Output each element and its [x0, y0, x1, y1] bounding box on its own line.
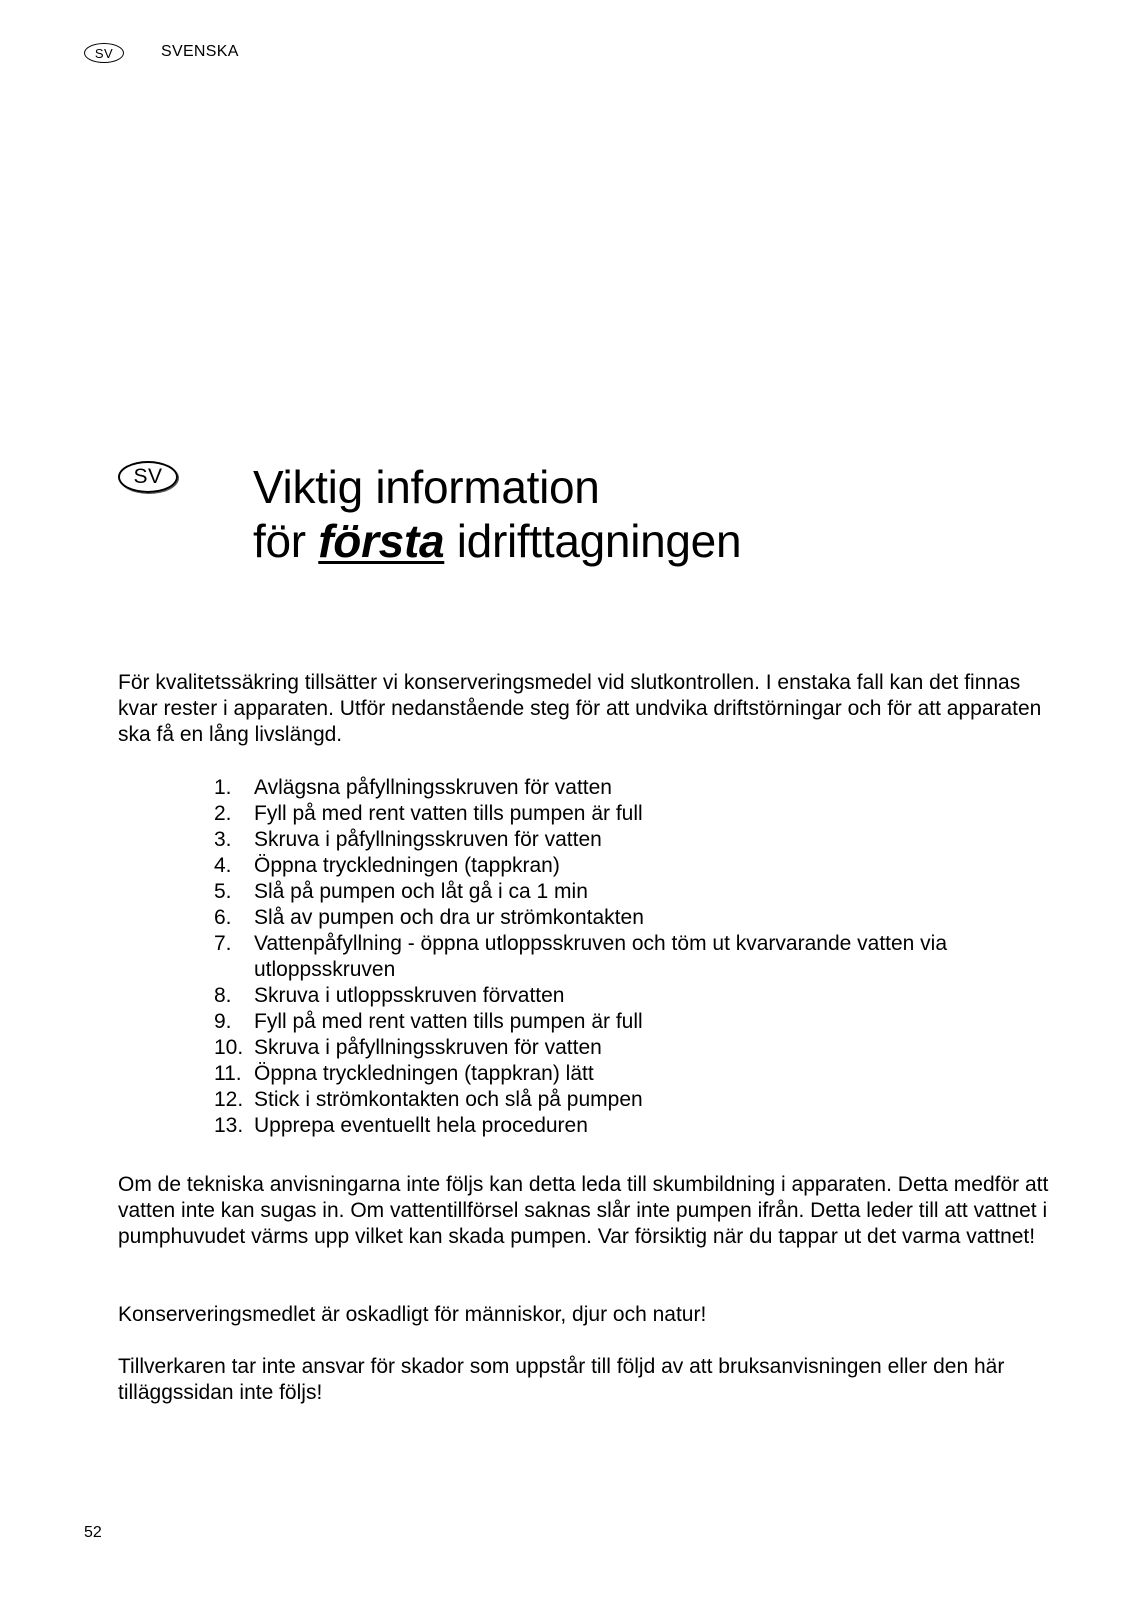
step-number: 5. — [214, 880, 232, 903]
list-item — [214, 1113, 1034, 1139]
step-number: 2. — [214, 802, 232, 825]
title-line-2-after: idrifttagningen — [444, 515, 742, 567]
step-number: 6. — [214, 906, 232, 929]
list-item — [214, 879, 1034, 905]
list-item — [214, 853, 1034, 879]
step-number: 4. — [214, 854, 232, 877]
title-emphasis: första — [318, 515, 445, 567]
step-number: 7. — [214, 932, 232, 955]
step-number: 10. — [214, 1036, 244, 1059]
step-text: Vattenpåfyllning - öppna utloppsskruven och töm ut kvarvarande vatten via utloppsskruven — [254, 932, 948, 981]
list-item — [214, 1087, 1034, 1113]
step-number: 13. — [214, 1114, 244, 1137]
step-number: 8. — [214, 984, 232, 1007]
harmless-note: Konserveringsmedlet är oskadligt för människor, djur och natur! — [118, 1303, 707, 1326]
intro-paragraph: För kvalitetssäkring tillsätter vi konserveringsmedel vid slutkontrollen. I enstaka fall kan det finnas kvar rester i apparaten. Utför nedanstående steg för att undvika driftstörningar och för att apparaten ska få en lång livslängd. — [118, 671, 1042, 746]
list-item — [214, 1035, 1034, 1061]
step-number: 12. — [214, 1088, 244, 1111]
header-language-label: SVENSKA — [161, 43, 239, 60]
disclaimer-paragraph: Tillverkaren tar inte ansvar för skador som uppstår till följd av att bruksanvisningen eller den här tilläggssidan inte följs! — [118, 1355, 1005, 1404]
step-text: Stick i strömkontakten och slå på pumpen — [254, 1088, 643, 1111]
list-item — [214, 1009, 1034, 1035]
step-text: Upprepa eventuellt hela proceduren — [254, 1114, 588, 1137]
list-item — [214, 1061, 1034, 1087]
step-text: Skruva i utloppsskruven förvatten — [254, 984, 565, 1007]
title-line-1: Viktig information — [253, 461, 600, 513]
step-text: Slå på pumpen och låt gå i ca 1 min — [254, 880, 588, 903]
list-item — [214, 801, 1034, 827]
list-item — [214, 983, 1034, 1009]
page-number: 52 — [84, 1524, 102, 1541]
step-text: Öppna tryckledningen (tappkran) — [254, 854, 560, 877]
page-title — [253, 460, 741, 568]
step-number: 9. — [214, 1010, 232, 1033]
list-item — [214, 775, 1034, 801]
step-text: Öppna tryckledningen (tappkran) lätt — [254, 1062, 594, 1085]
list-item — [214, 931, 1034, 983]
step-number: 11. — [214, 1062, 242, 1085]
step-text: Slå av pumpen och dra ur strömkontakten — [254, 906, 644, 929]
language-badge-small: SV — [84, 43, 124, 63]
list-item — [214, 905, 1034, 931]
step-text: Fyll på med rent vatten tills pumpen är full — [254, 1010, 643, 1033]
warning-paragraph: Om de tekniska anvisningarna inte följs kan detta leda till skumbildning i apparaten. Detta medför att vatten inte kan sugas in. Om vattentillförsel saknas slår inte pumpen ifrån. Detta leder till att vattnet i pumphuvudet värms upp vilket kan skada pumpen. Var försiktig när du tappar ut det varma vattnet! — [118, 1173, 1049, 1248]
step-text: Fyll på med rent vatten tills pumpen är full — [254, 802, 643, 825]
title-line-2-before: för — [253, 515, 319, 567]
step-text: Skruva i påfyllningsskruven för vatten — [254, 1036, 602, 1059]
step-text: Skruva i påfyllningsskruven för vatten — [254, 828, 602, 851]
steps-list — [214, 775, 1034, 1139]
step-text: Avlägsna påfyllningsskruven för vatten — [254, 776, 612, 799]
step-number: 3. — [214, 828, 232, 851]
step-number: 1. — [214, 776, 232, 799]
language-badge-large: SV — [118, 461, 178, 493]
list-item — [214, 827, 1034, 853]
